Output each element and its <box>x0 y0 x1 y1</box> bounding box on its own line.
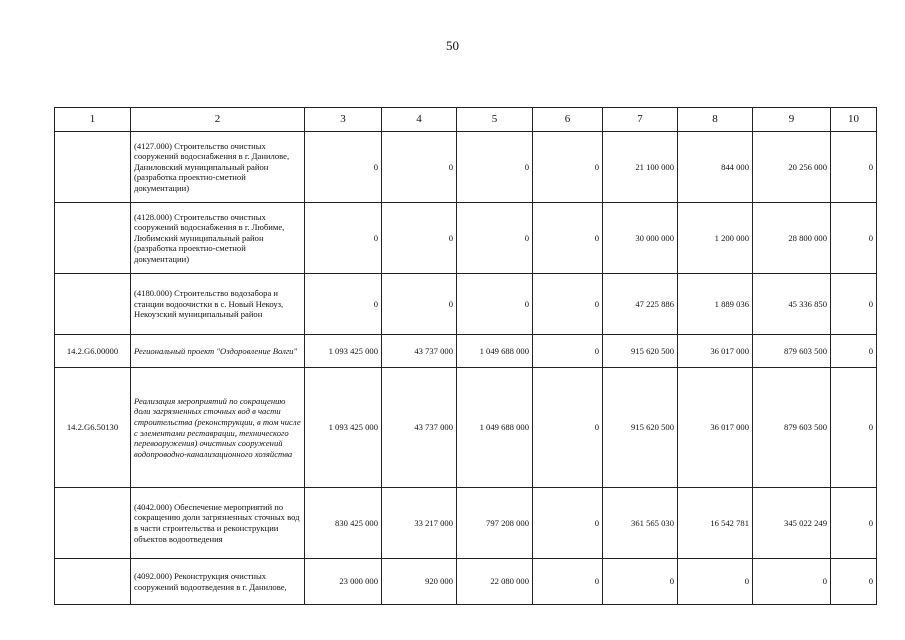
row-name: Реализация мероприятий по сокращению доли загрязненных сточных вод в части строительства (реконструкции, в том числе с элементами реставрации, технического перевооружения) очистных сооружений водопроводно-канализационного хозяйства <box>131 368 305 488</box>
row-code: 14.2.G6.50130 <box>55 368 131 488</box>
row-name: (4042.000) Обеспечение мероприятий по сокращению доли загрязненных сточных вод в части строительства и реконструкции объектов водоотведения <box>131 488 305 559</box>
value-cell-col-9: 345 022 249 <box>753 488 831 559</box>
value-cell-col-3: 0 <box>305 132 382 203</box>
value-cell-col-4: 33 217 000 <box>382 488 457 559</box>
value-cell-col-3: 830 425 000 <box>305 488 382 559</box>
value-cell-col-3: 1 093 425 000 <box>305 368 382 488</box>
value-cell-col-5: 0 <box>457 203 533 274</box>
row-code <box>55 203 131 274</box>
value-cell-col-9: 28 800 000 <box>753 203 831 274</box>
value-cell-col-10: 0 <box>831 132 877 203</box>
value-cell-col-7: 361 565 030 <box>603 488 678 559</box>
column-header-3: 3 <box>305 108 382 132</box>
value-cell-col-6: 0 <box>533 274 603 335</box>
value-cell-col-5: 1 049 688 000 <box>457 335 533 368</box>
budget-table <box>54 107 877 605</box>
value-cell-col-8: 844 000 <box>678 132 753 203</box>
value-cell-col-3: 1 093 425 000 <box>305 335 382 368</box>
value-cell-col-9: 45 336 850 <box>753 274 831 335</box>
value-cell-col-10: 0 <box>831 368 877 488</box>
value-cell-col-4: 920 000 <box>382 559 457 605</box>
value-cell-col-10: 0 <box>831 335 877 368</box>
value-cell-col-9: 20 256 000 <box>753 132 831 203</box>
value-cell-col-3: 0 <box>305 203 382 274</box>
value-cell-col-7: 21 100 000 <box>603 132 678 203</box>
page-number: 50 <box>446 38 459 53</box>
table-row <box>55 274 877 335</box>
value-cell-col-8: 36 017 000 <box>678 335 753 368</box>
value-cell-col-5: 1 049 688 000 <box>457 368 533 488</box>
value-cell-col-8: 36 017 000 <box>678 368 753 488</box>
value-cell-col-10: 0 <box>831 488 877 559</box>
value-cell-col-6: 0 <box>533 335 603 368</box>
value-cell-col-3: 23 000 000 <box>305 559 382 605</box>
header-row <box>55 108 877 132</box>
column-header-5: 5 <box>457 108 533 132</box>
column-header-1: 1 <box>55 108 131 132</box>
value-cell-col-8: 1 889 036 <box>678 274 753 335</box>
value-cell-col-8: 1 200 000 <box>678 203 753 274</box>
table-row <box>55 203 877 274</box>
value-cell-col-5: 22 080 000 <box>457 559 533 605</box>
value-cell-col-9: 879 603 500 <box>753 335 831 368</box>
row-name: Региональный проект "Оздоровление Волги" <box>131 335 305 368</box>
value-cell-col-9: 0 <box>753 559 831 605</box>
row-code <box>55 274 131 335</box>
column-header-9: 9 <box>753 108 831 132</box>
value-cell-col-9: 879 603 500 <box>753 368 831 488</box>
value-cell-col-5: 797 208 000 <box>457 488 533 559</box>
row-name: (4092.000) Реконструкция очистных сооружений водоотведения в г. Данилове, <box>131 559 305 605</box>
value-cell-col-7: 30 000 000 <box>603 203 678 274</box>
column-header-2: 2 <box>131 108 305 132</box>
value-cell-col-7: 0 <box>603 559 678 605</box>
row-name: (4180.000) Строительство водозабора и станции водоочистки в с. Новый Некоуз, Некоузский муниципальный район <box>131 274 305 335</box>
value-cell-col-10: 0 <box>831 559 877 605</box>
row-name: (4128.000) Строительство очистных сооружений водоснабжения в г. Любиме, Любимский муниципальный район (разработка проектно-сметной документации) <box>131 203 305 274</box>
value-cell-col-4: 0 <box>382 274 457 335</box>
row-code <box>55 559 131 605</box>
column-header-10: 10 <box>831 108 877 132</box>
value-cell-col-7: 915 620 500 <box>603 335 678 368</box>
table-body <box>55 132 877 605</box>
value-cell-col-7: 915 620 500 <box>603 368 678 488</box>
column-header-6: 6 <box>533 108 603 132</box>
table-row <box>55 368 877 488</box>
value-cell-col-6: 0 <box>533 132 603 203</box>
table-row <box>55 559 877 605</box>
value-cell-col-6: 0 <box>533 368 603 488</box>
value-cell-col-8: 16 542 781 <box>678 488 753 559</box>
row-name: (4127.000) Строительство очистных сооружений водоснабжения в г. Данилове, Даниловский муниципальный район (разработка проектно-сметной документации) <box>131 132 305 203</box>
column-header-8: 8 <box>678 108 753 132</box>
column-header-4: 4 <box>382 108 457 132</box>
value-cell-col-7: 47 225 886 <box>603 274 678 335</box>
value-cell-col-4: 0 <box>382 203 457 274</box>
value-cell-col-4: 43 737 000 <box>382 335 457 368</box>
value-cell-col-10: 0 <box>831 203 877 274</box>
value-cell-col-6: 0 <box>533 488 603 559</box>
value-cell-col-6: 0 <box>533 203 603 274</box>
row-code <box>55 132 131 203</box>
value-cell-col-4: 0 <box>382 132 457 203</box>
table-row <box>55 335 877 368</box>
value-cell-col-6: 0 <box>533 559 603 605</box>
column-header-7: 7 <box>603 108 678 132</box>
row-code: 14.2.G6.00000 <box>55 335 131 368</box>
value-cell-col-8: 0 <box>678 559 753 605</box>
table-row <box>55 132 877 203</box>
value-cell-col-3: 0 <box>305 274 382 335</box>
value-cell-col-4: 43 737 000 <box>382 368 457 488</box>
row-code <box>55 488 131 559</box>
value-cell-col-10: 0 <box>831 274 877 335</box>
value-cell-col-5: 0 <box>457 132 533 203</box>
value-cell-col-5: 0 <box>457 274 533 335</box>
table-row <box>55 488 877 559</box>
